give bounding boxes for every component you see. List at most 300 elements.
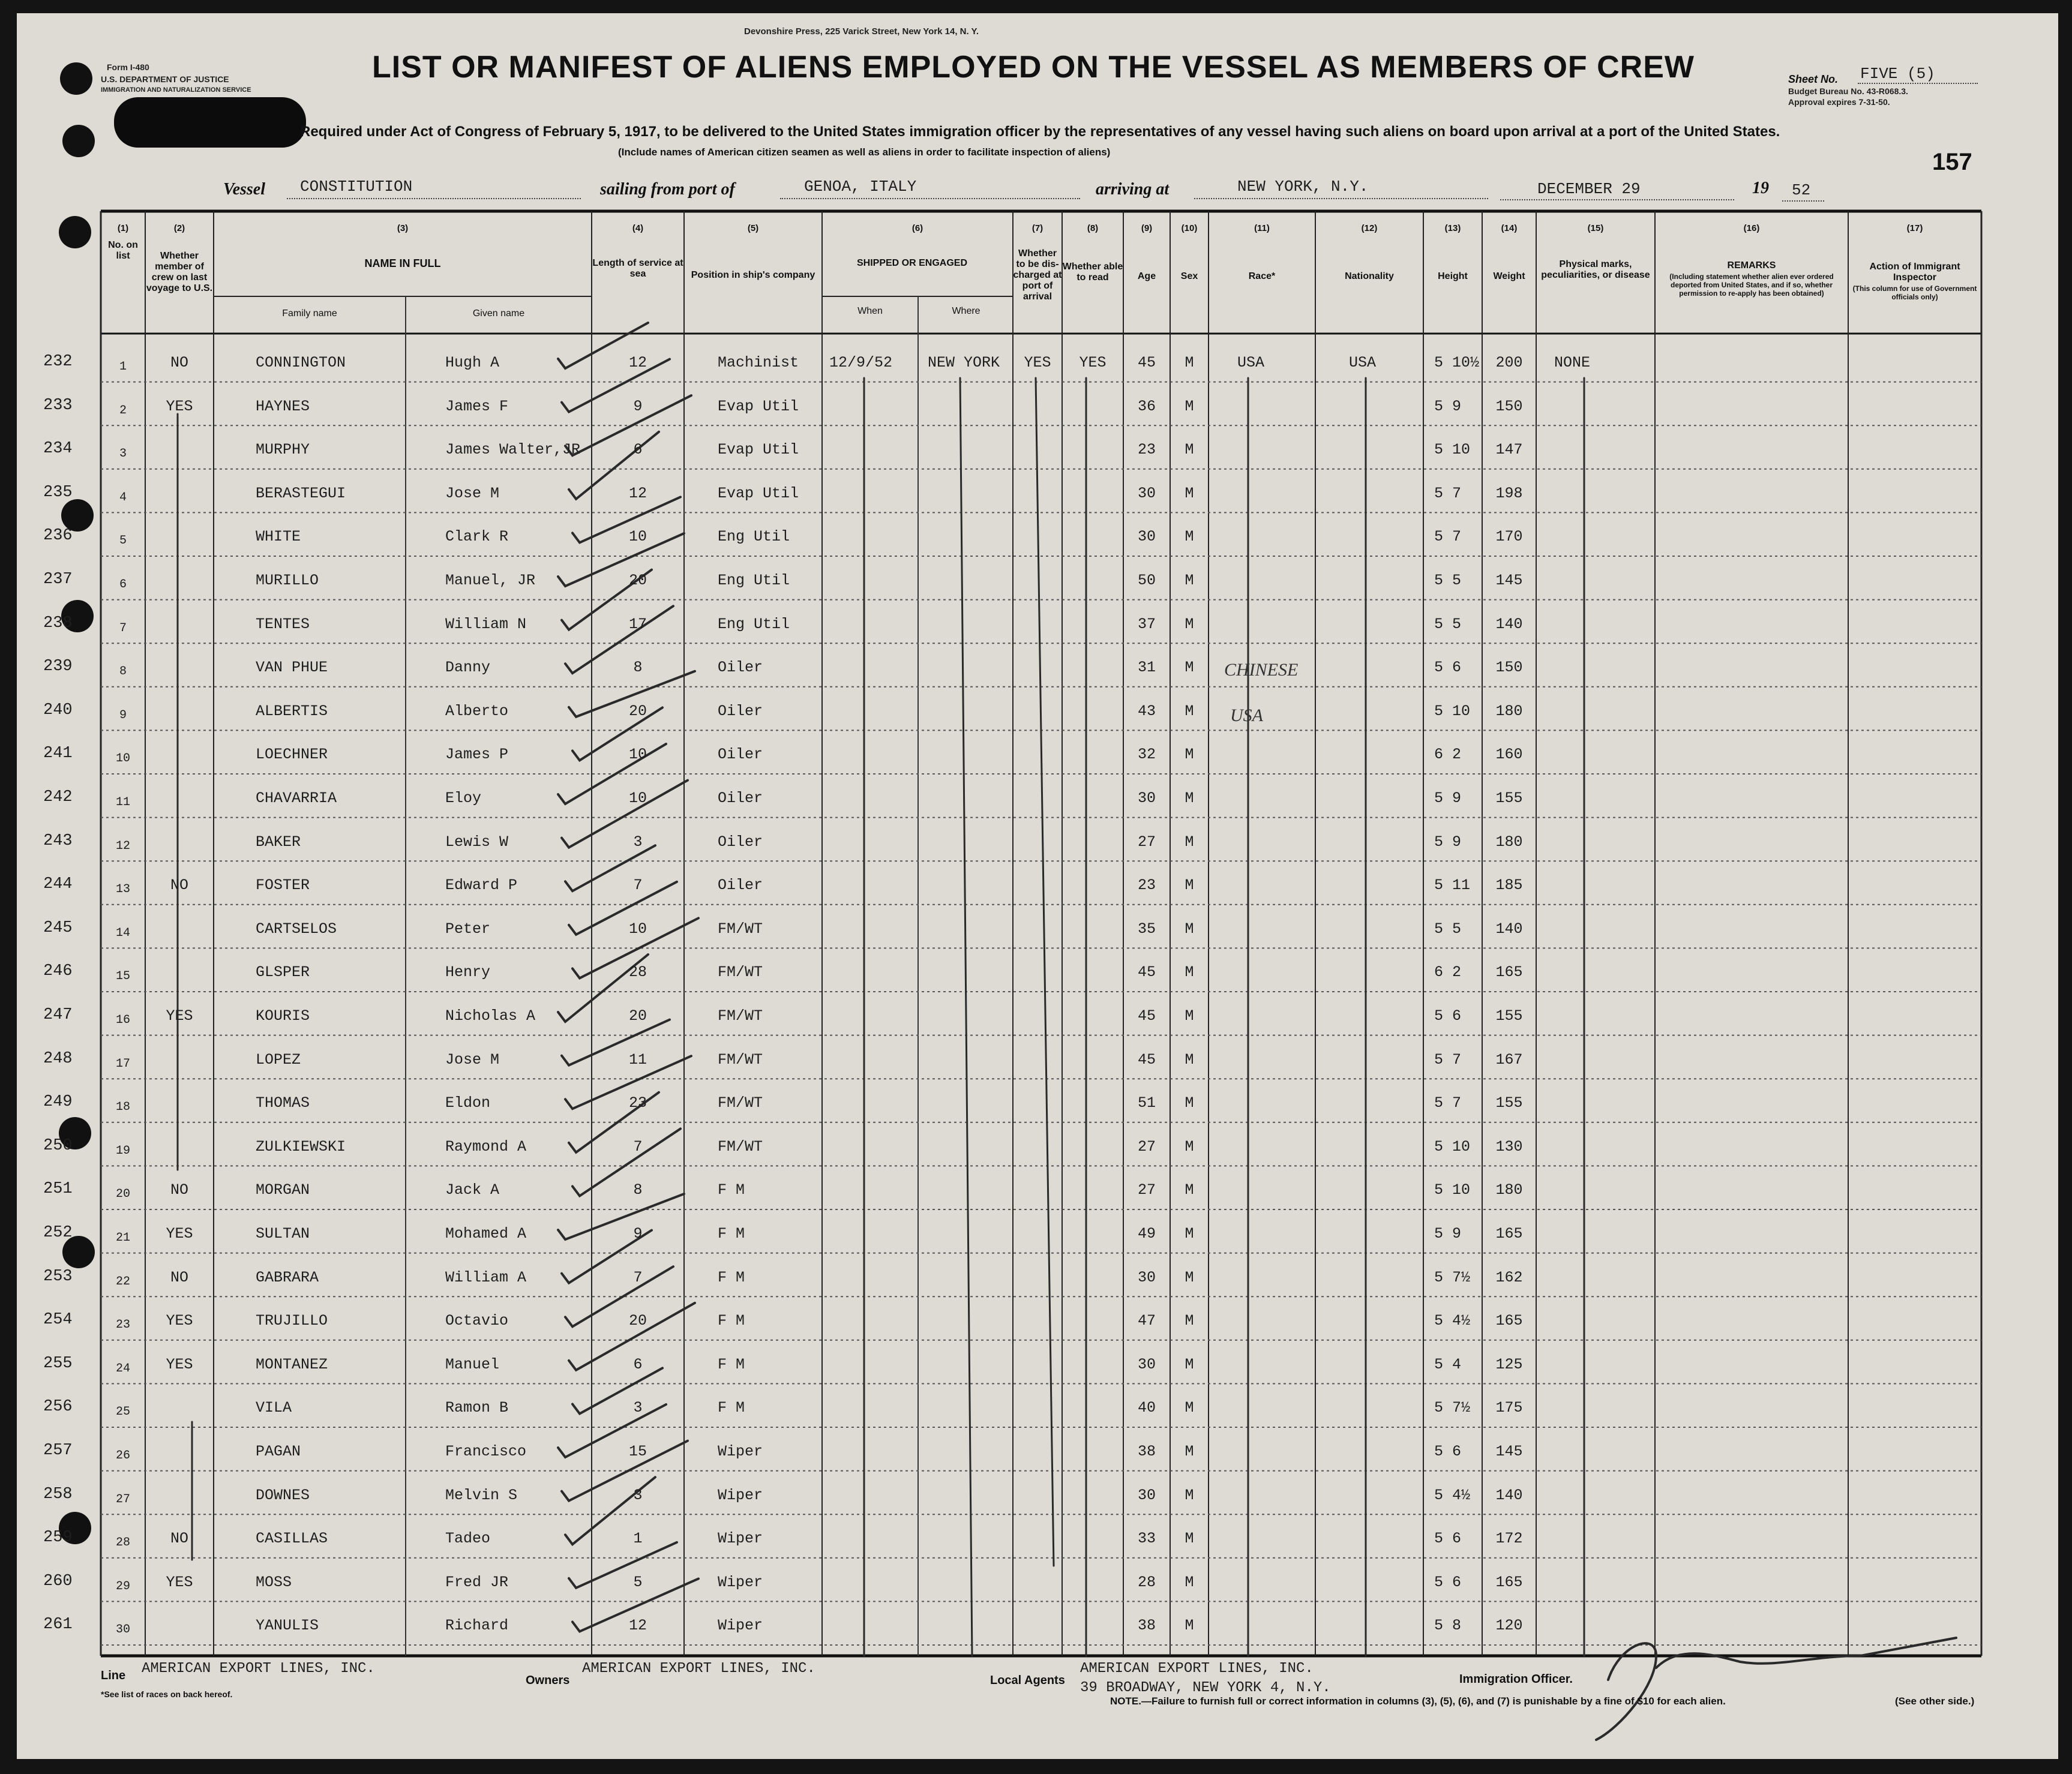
position-cell: Eng Util <box>718 528 790 546</box>
row-number: 29 <box>115 1579 130 1593</box>
last-voyage-cell: YES <box>166 1355 193 1373</box>
sex-cell: M <box>1185 1137 1194 1155</box>
height-cell: 5 10 <box>1434 702 1471 720</box>
column-number: (16) <box>1743 223 1760 233</box>
age-cell: 27 <box>1137 1137 1156 1155</box>
side-page-number: 252 <box>43 1224 73 1242</box>
position-cell: FM/WT <box>718 1094 763 1112</box>
service-length-cell: 11 <box>628 1050 647 1068</box>
header-given-name: Given name <box>472 308 525 319</box>
age-cell: 40 <box>1137 1399 1156 1417</box>
side-page-number: 256 <box>43 1398 73 1416</box>
given-name-cell: Eldon <box>445 1094 491 1112</box>
service-length-cell: 9 <box>633 397 643 415</box>
given-name-cell: Eloy <box>445 790 482 807</box>
service-length-cell: 3 <box>633 1486 643 1504</box>
weight-cell: 147 <box>1495 441 1523 459</box>
row-number: 3 <box>119 447 127 461</box>
side-page-number: 251 <box>43 1180 73 1199</box>
side-page-number: 234 <box>43 440 73 458</box>
line-value: AMERICAN EXPORT LINES, INC. <box>142 1661 375 1677</box>
column-number: (17) <box>1906 223 1923 233</box>
weight-cell: 140 <box>1495 920 1523 938</box>
column-number: (4) <box>632 223 644 233</box>
header-weight: Weight <box>1493 271 1525 281</box>
form-service: IMMIGRATION AND NATURALIZATION SERVICE <box>101 86 251 94</box>
weight-cell: 172 <box>1495 1530 1523 1548</box>
sex-cell: M <box>1185 1443 1194 1460</box>
age-cell: 23 <box>1137 441 1156 459</box>
sex-cell: M <box>1185 397 1194 415</box>
form-number: Form I-480 <box>107 62 149 72</box>
column-number: (8) <box>1087 223 1099 233</box>
given-name-cell: Peter <box>445 920 491 938</box>
header-remarks: REMARKS <box>1727 260 1776 271</box>
sex-cell: M <box>1185 833 1194 851</box>
able-to-read-cell: YES <box>1079 354 1107 371</box>
sex-cell: M <box>1185 1355 1194 1373</box>
position-cell: Eng Util <box>718 572 790 589</box>
row-number: 14 <box>115 926 130 940</box>
age-cell: 31 <box>1137 659 1156 677</box>
given-name-cell: Raymond A <box>445 1137 527 1155</box>
sex-cell: M <box>1185 528 1194 546</box>
races-footnote: *See list of races on back hereof. <box>101 1689 233 1699</box>
side-page-number: 248 <box>43 1049 73 1068</box>
sex-cell: M <box>1185 572 1194 589</box>
side-page-number: 232 <box>43 353 73 371</box>
row-number: 1 <box>119 360 127 374</box>
printer-imprint: Devonshire Press, 225 Varick Street, New York 14, N. Y. <box>744 26 979 37</box>
position-cell: Oiler <box>718 659 763 677</box>
family-name-cell: SULTAN <box>256 1225 310 1242</box>
given-name-cell: Fred JR <box>445 1573 509 1591</box>
family-name-cell: PAGAN <box>256 1443 301 1460</box>
row-number: 9 <box>119 708 127 722</box>
family-name-cell: ALBERTIS <box>256 702 328 720</box>
sex-cell: M <box>1185 746 1194 764</box>
height-cell: 5 8 <box>1434 1617 1462 1635</box>
service-length-cell: 12 <box>628 354 647 371</box>
weight-cell: 140 <box>1495 615 1523 633</box>
given-name-cell: Danny <box>445 659 491 677</box>
position-cell: FM/WT <box>718 963 763 981</box>
column-number: (12) <box>1361 223 1378 233</box>
service-length-cell: 23 <box>628 1094 647 1112</box>
budget-bureau: Budget Bureau No. 43-R068.3. <box>1788 86 1908 96</box>
sex-cell: M <box>1185 1486 1194 1504</box>
header-sex: Sex <box>1180 271 1198 281</box>
last-voyage-cell: NO <box>170 1268 188 1286</box>
weight-cell: 165 <box>1495 1225 1523 1242</box>
see-other-side: (See other side.) <box>1895 1695 1975 1707</box>
row-number: 5 <box>119 534 127 548</box>
age-cell: 51 <box>1137 1094 1156 1112</box>
local-agents-value: AMERICAN EXPORT LINES, INC. <box>1080 1661 1314 1677</box>
service-length-cell: 12 <box>628 1617 647 1635</box>
weight-cell: 175 <box>1495 1399 1523 1417</box>
family-name-cell: MONTANEZ <box>256 1355 328 1373</box>
height-cell: 5 6 <box>1434 1573 1462 1591</box>
year-prefix: 19 <box>1752 179 1769 197</box>
weight-cell: 165 <box>1495 1573 1523 1591</box>
height-cell: 5 4½ <box>1434 1312 1471 1330</box>
family-name-cell: LOECHNER <box>256 746 328 764</box>
row-number: 17 <box>115 1056 130 1071</box>
vessel-label: Vessel <box>223 180 265 199</box>
age-cell: 45 <box>1137 1050 1156 1068</box>
family-name-cell: MURILLO <box>256 572 319 589</box>
row-number: 20 <box>115 1187 130 1202</box>
row-number: 19 <box>115 1143 130 1158</box>
service-length-cell: 9 <box>633 1225 643 1242</box>
service-length-cell: 6 <box>633 441 643 459</box>
position-cell: F M <box>718 1355 745 1373</box>
weight-cell: 198 <box>1495 484 1523 502</box>
row-number: 2 <box>119 403 127 418</box>
sex-cell: M <box>1185 659 1194 677</box>
owners-value: AMERICAN EXPORT LINES, INC. <box>582 1661 815 1677</box>
weight-cell: 155 <box>1495 790 1523 807</box>
sex-cell: M <box>1185 1225 1194 1242</box>
column-number: (6) <box>911 223 923 233</box>
given-name-cell: Tadeo <box>445 1530 491 1548</box>
given-name-cell: Lewis W <box>445 833 509 851</box>
side-page-number: 247 <box>43 1006 73 1024</box>
race-handwritten-usa: USA <box>1230 706 1263 725</box>
family-name-cell: WHITE <box>256 528 301 546</box>
header-name-in-full: NAME IN FULL <box>364 257 441 269</box>
header-remarks-note: (Including statement whether alien ever ordered deported from United States, and if so, whether permission to re-apply has been obtained) <box>1669 272 1834 298</box>
weight-cell: 150 <box>1495 397 1523 415</box>
age-cell: 30 <box>1137 790 1156 807</box>
row-number: 4 <box>119 490 127 505</box>
sex-cell: M <box>1185 1312 1194 1330</box>
service-length-cell: 5 <box>633 1573 643 1591</box>
header-no-on-list: No. on list <box>108 240 138 261</box>
sailing-from-port: GENOA, ITALY <box>804 178 917 196</box>
age-cell: 38 <box>1137 1617 1156 1635</box>
given-name-cell: James Walter,JR <box>445 441 581 459</box>
header-position: Position in ship's company <box>691 270 815 280</box>
sex-cell: M <box>1185 702 1194 720</box>
sex-cell: M <box>1185 1050 1194 1068</box>
age-cell: 50 <box>1137 572 1156 589</box>
weight-cell: 160 <box>1495 746 1523 764</box>
sex-cell: M <box>1185 615 1194 633</box>
service-length-cell: 10 <box>628 920 647 938</box>
side-page-number: 257 <box>43 1442 73 1460</box>
age-cell: 30 <box>1137 1355 1156 1373</box>
sex-cell: M <box>1185 441 1194 459</box>
position-cell: Oiler <box>718 746 763 764</box>
given-name-cell: William A <box>445 1268 527 1286</box>
weight-cell: 155 <box>1495 1007 1523 1025</box>
height-cell: 5 4½ <box>1434 1486 1471 1504</box>
service-length-cell: 7 <box>633 877 643 894</box>
service-length-cell: 3 <box>633 1399 643 1417</box>
sex-cell: M <box>1185 1007 1194 1025</box>
height-cell: 5 5 <box>1434 615 1462 633</box>
height-cell: 5 10 <box>1434 1181 1471 1199</box>
vessel-name: CONSTITUTION <box>300 178 413 196</box>
height-cell: 5 7½ <box>1434 1399 1471 1417</box>
family-name-cell: VILA <box>256 1399 292 1417</box>
position-cell: Oiler <box>718 877 763 894</box>
height-cell: 5 6 <box>1434 659 1462 677</box>
row-number: 27 <box>115 1492 130 1506</box>
header-family-name: Family name <box>282 308 337 319</box>
height-cell: 5 6 <box>1434 1007 1462 1025</box>
service-length-cell: 8 <box>633 1181 643 1199</box>
column-number: (15) <box>1587 223 1604 233</box>
side-page-number: 239 <box>43 658 73 676</box>
position-cell: Wiper <box>718 1530 763 1548</box>
header-length-service: Length of service at sea <box>592 258 683 279</box>
row-number: 8 <box>119 665 127 679</box>
height-cell: 5 7½ <box>1434 1268 1471 1286</box>
weight-cell: 180 <box>1495 702 1523 720</box>
family-name-cell: CHAVARRIA <box>256 790 337 807</box>
header-where: Where <box>952 306 980 316</box>
family-name-cell: GLSPER <box>256 963 310 981</box>
include-note: (Include names of American citizen seamen as well as aliens in order to facilitate inspection of aliens) <box>618 146 1111 158</box>
family-name-cell: MOSS <box>256 1573 292 1591</box>
family-name-cell: BERASTEGUI <box>256 484 346 502</box>
position-cell: F M <box>718 1181 745 1199</box>
weight-cell: 145 <box>1495 572 1523 589</box>
row-number: 26 <box>115 1449 130 1463</box>
height-cell: 5 10½ <box>1434 354 1480 371</box>
sex-cell: M <box>1185 963 1194 981</box>
given-name-cell: Alberto <box>445 702 509 720</box>
family-name-cell: DOWNES <box>256 1486 310 1504</box>
given-name-cell: Octavio <box>445 1312 509 1330</box>
sex-cell: M <box>1185 484 1194 502</box>
height-cell: 5 7 <box>1434 1050 1462 1068</box>
side-page-number: 245 <box>43 918 73 937</box>
header-shipped: SHIPPED OR ENGAGED <box>856 258 968 268</box>
header-able-to-read: Whether able to read <box>1062 262 1123 283</box>
weight-cell: 162 <box>1495 1268 1523 1286</box>
weight-cell: 120 <box>1495 1617 1523 1635</box>
position-cell: FM/WT <box>718 1007 763 1025</box>
position-cell: F M <box>718 1268 745 1286</box>
service-length-cell: 28 <box>628 963 647 981</box>
row-number: 22 <box>115 1274 130 1289</box>
family-name-cell: CASILLAS <box>256 1530 328 1548</box>
service-length-cell: 10 <box>628 790 647 807</box>
shipped-where-cell: NEW YORK <box>928 354 1000 371</box>
column-number: (14) <box>1501 223 1518 233</box>
position-cell: Wiper <box>718 1443 763 1460</box>
weight-cell: 140 <box>1495 1486 1523 1504</box>
side-page-number: 259 <box>43 1529 73 1547</box>
position-cell: Oiler <box>718 833 763 851</box>
family-name-cell: THOMAS <box>256 1094 310 1112</box>
side-page-number: 255 <box>43 1354 73 1373</box>
approval-expiry: Approval expires 7-31-50. <box>1788 97 1890 107</box>
header-age: Age <box>1137 271 1156 281</box>
given-name-cell: James F <box>445 397 509 415</box>
side-page-number: 254 <box>43 1311 73 1329</box>
side-page-number: 249 <box>43 1093 73 1112</box>
service-length-cell: 20 <box>628 1007 647 1025</box>
age-cell: 27 <box>1137 833 1156 851</box>
row-number: 18 <box>115 1100 130 1115</box>
service-length-cell: 3 <box>633 833 643 851</box>
sex-cell: M <box>1185 877 1194 894</box>
side-page-number: 244 <box>43 875 73 894</box>
family-name-cell: GABRARA <box>256 1268 319 1286</box>
header-height: Height <box>1438 271 1468 281</box>
column-number: (1) <box>117 223 129 233</box>
page-stamp-number: 157 <box>1932 149 1972 175</box>
position-cell: Wiper <box>718 1573 763 1591</box>
sex-cell: M <box>1185 1617 1194 1635</box>
row-number: 24 <box>115 1361 130 1376</box>
service-length-cell: 20 <box>628 702 647 720</box>
age-cell: 33 <box>1137 1530 1156 1548</box>
row-number: 21 <box>115 1231 130 1245</box>
family-name-cell: YANULIS <box>256 1617 319 1635</box>
position-cell: Evap Util <box>718 484 799 502</box>
given-name-cell: Richard <box>445 1617 509 1635</box>
arrival-date: DECEMBER 29 <box>1537 180 1641 198</box>
nationality-cell: USA <box>1349 354 1377 371</box>
age-cell: 49 <box>1137 1225 1156 1242</box>
sex-cell: M <box>1185 354 1194 371</box>
age-cell: 30 <box>1137 1486 1156 1504</box>
position-cell: F M <box>718 1399 745 1417</box>
given-name-cell: Henry <box>445 963 491 981</box>
local-agents-address: 39 BROADWAY, NEW YORK 4, N.Y. <box>1080 1680 1331 1696</box>
height-cell: 5 6 <box>1434 1530 1462 1548</box>
service-length-cell: 10 <box>628 528 647 546</box>
weight-cell: 170 <box>1495 528 1523 546</box>
position-cell: Machinist <box>718 354 799 371</box>
row-number: 16 <box>115 1013 130 1027</box>
row-number: 12 <box>115 839 130 853</box>
height-cell: 5 10 <box>1434 1137 1471 1155</box>
age-cell: 37 <box>1137 615 1156 633</box>
race-handwritten-chinese: CHINESE <box>1224 660 1299 680</box>
discharged-cell: YES <box>1024 354 1051 371</box>
position-cell: F M <box>718 1312 745 1330</box>
row-number: 28 <box>115 1536 130 1550</box>
sailing-from-label: sailing from port of <box>600 180 735 199</box>
sex-cell: M <box>1185 1268 1194 1286</box>
column-number: (9) <box>1141 223 1153 233</box>
last-voyage-cell: NO <box>170 877 188 894</box>
service-length-cell: 7 <box>633 1137 643 1155</box>
last-voyage-cell: NO <box>170 354 188 371</box>
sex-cell: M <box>1185 1181 1194 1199</box>
side-page-number: 243 <box>43 832 73 850</box>
row-number: 13 <box>115 883 130 897</box>
position-cell: Oiler <box>718 702 763 720</box>
last-voyage-cell: YES <box>166 1573 193 1591</box>
column-number: (3) <box>397 223 409 233</box>
service-length-cell: 10 <box>628 746 647 764</box>
header-last-voyage: Whether member of crew on last voyage to U.S. <box>146 251 213 293</box>
service-length-cell: 8 <box>633 659 643 677</box>
sex-cell: M <box>1185 1530 1194 1548</box>
weight-cell: 180 <box>1495 1181 1523 1199</box>
height-cell: 5 6 <box>1434 1443 1462 1460</box>
last-voyage-cell: YES <box>166 1312 193 1330</box>
weight-cell: 167 <box>1495 1050 1523 1068</box>
sheet-label: Sheet No. <box>1788 73 1839 85</box>
weight-cell: 125 <box>1495 1355 1523 1373</box>
penalty-note: NOTE.—Failure to furnish full or correct information in columns (3), (5), (6), and (7) is punishable by a fine of $10 for each alien. <box>1110 1695 1726 1707</box>
service-length-cell: 1 <box>633 1530 643 1548</box>
position-cell: F M <box>718 1225 745 1242</box>
given-name-cell: Ramon B <box>445 1399 509 1417</box>
position-cell: FM/WT <box>718 1050 763 1068</box>
family-name-cell: MURPHY <box>256 441 310 459</box>
family-name-cell: MORGAN <box>256 1181 310 1199</box>
weight-cell: 200 <box>1495 354 1523 371</box>
side-page-number: 250 <box>43 1136 73 1155</box>
side-page-number: 246 <box>43 962 73 981</box>
family-name-cell: ZULKIEWSKI <box>256 1137 346 1155</box>
position-cell: FM/WT <box>718 1137 763 1155</box>
family-name-cell: VAN PHUE <box>256 659 328 677</box>
age-cell: 27 <box>1137 1181 1156 1199</box>
height-cell: 5 9 <box>1434 1225 1462 1242</box>
side-page-number: 237 <box>43 571 73 589</box>
given-name-cell: Edward P <box>445 877 518 894</box>
given-name-cell: Clark R <box>445 528 509 546</box>
side-page-number: 236 <box>43 527 73 545</box>
age-cell: 35 <box>1137 920 1156 938</box>
service-length-cell: 17 <box>628 615 647 633</box>
age-cell: 45 <box>1137 1007 1156 1025</box>
age-cell: 30 <box>1137 1268 1156 1286</box>
arrival-year: 52 <box>1792 181 1811 199</box>
side-page-number: 238 <box>43 614 73 632</box>
form-department: U.S. DEPARTMENT OF JUSTICE <box>101 74 229 84</box>
ditto-line <box>960 378 972 1656</box>
weight-cell: 145 <box>1495 1443 1523 1460</box>
family-name-cell: CARTSELOS <box>256 920 337 938</box>
given-name-cell: Manuel <box>445 1355 500 1373</box>
owners-label: Owners <box>526 1674 570 1687</box>
family-name-cell: CONNINGTON <box>256 354 346 371</box>
arriving-at-label: arriving at <box>1096 180 1170 199</box>
age-cell: 38 <box>1137 1443 1156 1460</box>
side-page-number: 260 <box>43 1572 73 1590</box>
height-cell: 5 9 <box>1434 833 1462 851</box>
position-cell: Evap Util <box>718 397 799 415</box>
sheet-number: FIVE (5) <box>1860 65 1935 83</box>
header-physical-marks: Physical marks, peculiarities, or disease <box>1541 259 1650 280</box>
given-name-cell: Jack A <box>445 1181 500 1199</box>
age-cell: 30 <box>1137 484 1156 502</box>
side-page-number: 261 <box>43 1616 73 1634</box>
height-cell: 5 5 <box>1434 572 1462 589</box>
given-name-cell: Jose M <box>445 1050 500 1068</box>
given-name-cell: Mohamed A <box>445 1225 527 1242</box>
service-length-cell: 15 <box>628 1443 647 1460</box>
given-name-cell: Manuel, JR <box>445 572 536 589</box>
page-title: LIST OR MANIFEST OF ALIENS EMPLOYED ON THE VESSEL AS MEMBERS OF CREW <box>372 50 1695 85</box>
side-page-number: 258 <box>43 1485 73 1503</box>
last-voyage-cell: YES <box>166 1007 193 1025</box>
height-cell: 5 11 <box>1434 877 1471 894</box>
given-name-cell: Nicholas A <box>445 1007 536 1025</box>
